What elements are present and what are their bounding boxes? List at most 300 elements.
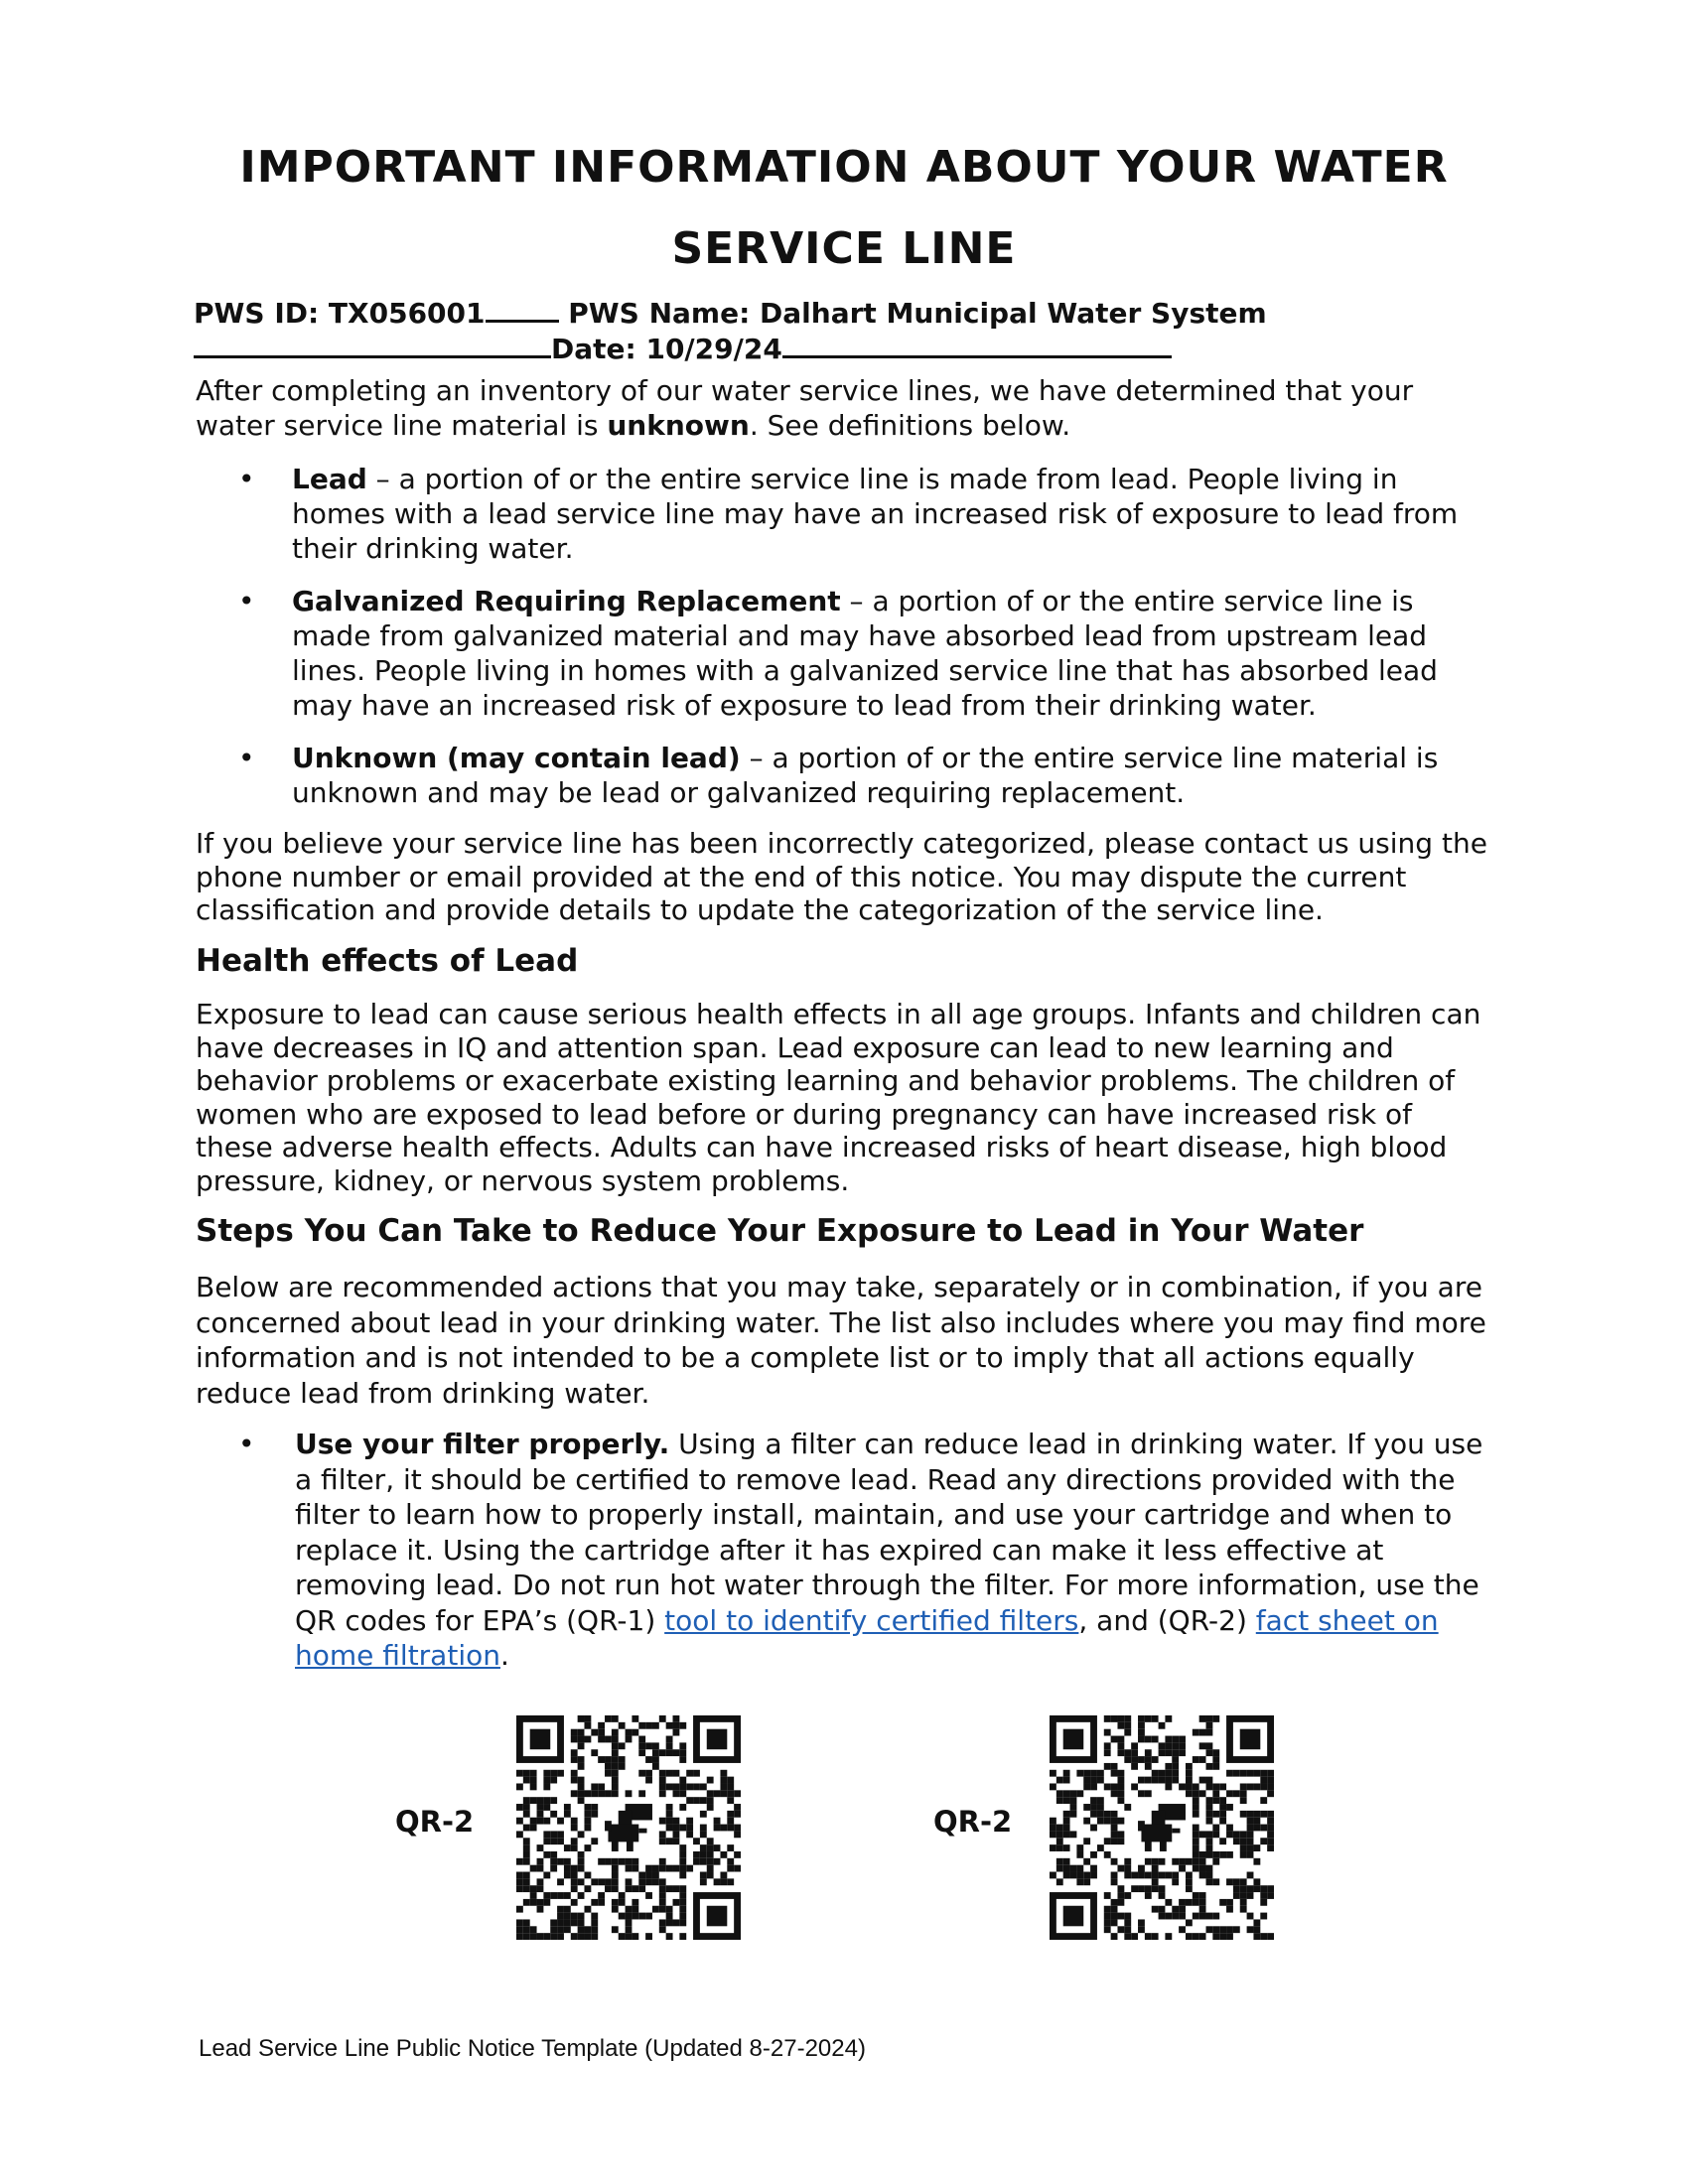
qr-module xyxy=(1206,1913,1213,1920)
qr-module xyxy=(1240,1831,1247,1838)
qr-module xyxy=(1138,1736,1145,1743)
qr-module xyxy=(1152,1885,1159,1892)
qr-module xyxy=(700,1858,707,1865)
qr-module xyxy=(1260,1913,1267,1920)
qr-module xyxy=(1063,1797,1070,1804)
qr-module xyxy=(727,1818,734,1825)
qr-module xyxy=(523,1804,530,1811)
qr-module xyxy=(679,1722,686,1729)
qr-module xyxy=(673,1899,680,1906)
qr-module xyxy=(1206,1838,1213,1844)
qr-module xyxy=(1138,1756,1145,1763)
qr-module xyxy=(550,1831,557,1838)
qr-module xyxy=(1260,1825,1267,1832)
qr-module xyxy=(1206,1804,1213,1811)
qr-module xyxy=(1193,1913,1199,1920)
qr-module xyxy=(1145,1756,1152,1763)
qr-module xyxy=(1165,1763,1172,1770)
qr-code-2[interactable] xyxy=(1050,1715,1274,1940)
qr-module xyxy=(1193,1899,1199,1906)
qr-module xyxy=(707,1790,714,1797)
qr-module xyxy=(1090,1811,1097,1818)
qr-module xyxy=(1083,1818,1090,1825)
qr-module xyxy=(1104,1919,1111,1926)
qr-module xyxy=(543,1933,550,1940)
qr-module xyxy=(1172,1913,1179,1920)
qr-module xyxy=(707,1838,714,1844)
qr-module xyxy=(578,1736,585,1743)
qr-module xyxy=(571,1919,578,1926)
qr-module xyxy=(1131,1933,1138,1940)
qr-module xyxy=(1056,1844,1063,1851)
qr-module xyxy=(1219,1899,1226,1906)
qr-module xyxy=(564,1913,571,1920)
qr-module xyxy=(666,1906,673,1913)
qr-module xyxy=(1165,1933,1172,1940)
qr-module xyxy=(1247,1825,1254,1832)
qr-module xyxy=(626,1926,633,1933)
qr-module xyxy=(1219,1818,1226,1825)
qr-module xyxy=(1165,1742,1172,1749)
qr-module xyxy=(1131,1872,1138,1879)
qr-module xyxy=(1186,1783,1193,1790)
qr-module xyxy=(666,1919,673,1926)
qr-module xyxy=(523,1919,530,1926)
qr-module xyxy=(571,1818,578,1825)
qr-module xyxy=(598,1736,605,1743)
qr-module xyxy=(626,1790,633,1797)
qr-module xyxy=(523,1838,530,1844)
qr-module xyxy=(1253,1858,1260,1865)
qr-module xyxy=(1233,1892,1240,1899)
qr-module xyxy=(1267,1790,1274,1797)
qr-module xyxy=(1199,1790,1206,1797)
qr-module xyxy=(1104,1818,1111,1825)
qr-module xyxy=(1111,1736,1118,1743)
qr-module xyxy=(1240,1892,1247,1899)
qr-module xyxy=(1179,1913,1186,1920)
qr-module xyxy=(1179,1906,1186,1913)
qr-module xyxy=(652,1878,659,1885)
qr-module xyxy=(1206,1722,1213,1729)
bullet: • xyxy=(238,585,255,617)
qr-module xyxy=(1159,1906,1166,1913)
qr-module xyxy=(1159,1885,1166,1892)
qr-module xyxy=(543,1892,550,1899)
qr-module xyxy=(591,1926,598,1933)
qr-module xyxy=(1124,1919,1131,1926)
qr-module xyxy=(578,1729,585,1736)
qr-module xyxy=(1111,1872,1118,1879)
qr-module xyxy=(564,1865,571,1872)
qr-module xyxy=(1165,1749,1172,1756)
qr-module xyxy=(1219,1838,1226,1844)
qr-module xyxy=(1226,1899,1233,1906)
qr-module xyxy=(530,1865,537,1872)
qr-module xyxy=(537,1878,544,1885)
qr-module xyxy=(659,1770,666,1777)
qr-module xyxy=(557,1858,564,1865)
qr-module xyxy=(543,1899,550,1906)
qr-module xyxy=(673,1783,680,1790)
qr-module xyxy=(612,1865,619,1872)
qr-module xyxy=(638,1913,645,1920)
qr-module xyxy=(584,1818,591,1825)
qr-module xyxy=(543,1831,550,1838)
qr-module xyxy=(720,1878,727,1885)
qr-module xyxy=(523,1926,530,1933)
pws-date: Date: 10/29/24 xyxy=(551,333,782,365)
qr-module xyxy=(1212,1715,1219,1722)
qr-module xyxy=(1212,1913,1219,1920)
qr-module xyxy=(1267,1811,1274,1818)
qr-module xyxy=(1111,1818,1118,1825)
qr-module xyxy=(1117,1742,1124,1749)
qr-module xyxy=(1090,1851,1097,1858)
qr-module xyxy=(1083,1777,1090,1784)
qr-module xyxy=(557,1892,564,1899)
qr-module xyxy=(632,1899,638,1906)
qr-module xyxy=(1253,1878,1260,1885)
qr-module xyxy=(1253,1818,1260,1825)
qr-module xyxy=(1104,1913,1111,1920)
qr-module xyxy=(727,1811,734,1818)
qr-module xyxy=(1117,1790,1124,1797)
qr-module xyxy=(530,1892,537,1899)
qr-module xyxy=(537,1865,544,1872)
qr-module xyxy=(612,1770,619,1777)
qr-module xyxy=(557,1770,564,1777)
qr-module xyxy=(734,1825,741,1832)
qr-module xyxy=(673,1790,680,1797)
qr-module xyxy=(1240,1811,1247,1818)
qr-module xyxy=(1219,1811,1226,1818)
qr-module xyxy=(686,1770,693,1777)
qr-module xyxy=(1206,1851,1213,1858)
qr-module xyxy=(1172,1858,1179,1865)
qr-module xyxy=(584,1926,591,1933)
qr-module xyxy=(550,1851,557,1858)
qr-module xyxy=(1247,1926,1254,1933)
qr-module xyxy=(1159,1742,1166,1749)
qr-module xyxy=(638,1885,645,1892)
qr-module xyxy=(1260,1783,1267,1790)
qr-module xyxy=(1050,1844,1056,1851)
qr-module xyxy=(1199,1756,1206,1763)
qr-module xyxy=(1070,1831,1077,1838)
qr-module xyxy=(1117,1736,1124,1743)
qr-module xyxy=(1260,1933,1267,1940)
qr-module xyxy=(1267,1770,1274,1777)
qr-module xyxy=(1219,1933,1226,1940)
qr-module xyxy=(659,1865,666,1872)
qr-module xyxy=(727,1777,734,1784)
qr-module xyxy=(1090,1783,1097,1790)
qr-module xyxy=(679,1804,686,1811)
qr-module xyxy=(564,1892,571,1899)
qr-module xyxy=(626,1858,633,1865)
qr-module xyxy=(1131,1783,1138,1790)
qr-module xyxy=(612,1872,619,1879)
qr-module xyxy=(1212,1749,1219,1756)
qr-module xyxy=(1104,1906,1111,1913)
qr-module xyxy=(714,1825,721,1832)
qr-module xyxy=(1145,1872,1152,1879)
qr-module xyxy=(1083,1878,1090,1885)
qr-module xyxy=(1193,1797,1199,1804)
qr-module xyxy=(1199,1715,1206,1722)
qr-module xyxy=(666,1783,673,1790)
qr-module xyxy=(537,1885,544,1892)
qr-module xyxy=(727,1858,734,1865)
qr-module xyxy=(1145,1736,1152,1743)
qr-module xyxy=(1138,1729,1145,1736)
qr-module xyxy=(707,1797,714,1804)
home-filtration-fact-sheet-link[interactable]: fact sheet on home filtration xyxy=(295,1603,1439,1672)
qr-module xyxy=(673,1865,680,1872)
qr-module xyxy=(523,1899,530,1906)
qr-module xyxy=(1267,1777,1274,1784)
qr-module xyxy=(693,1797,700,1804)
qr-module xyxy=(1247,1892,1254,1899)
qr-module xyxy=(1124,1756,1131,1763)
qr-module xyxy=(543,1818,550,1825)
qr-module xyxy=(571,1844,578,1851)
qr-module xyxy=(1063,1844,1070,1851)
qr-module xyxy=(734,1851,741,1858)
qr-module xyxy=(1097,1811,1104,1818)
qr-module xyxy=(1063,1831,1070,1838)
qr-module xyxy=(686,1797,693,1804)
qr-module xyxy=(1070,1872,1077,1879)
qr-module xyxy=(673,1825,680,1832)
qr-module xyxy=(679,1885,686,1892)
qr-module xyxy=(638,1770,645,1777)
qr-module xyxy=(1233,1838,1240,1844)
qr-module xyxy=(1206,1831,1213,1838)
qr-module xyxy=(1097,1818,1104,1825)
qr-module xyxy=(1056,1878,1063,1885)
qr-module xyxy=(679,1844,686,1851)
qr-module xyxy=(666,1742,673,1749)
qr-module xyxy=(1056,1777,1063,1784)
qr-module xyxy=(679,1825,686,1832)
qr-module xyxy=(612,1885,619,1892)
qr-module xyxy=(612,1763,619,1770)
bullet: • xyxy=(238,742,255,774)
qr-module xyxy=(714,1844,721,1851)
qr-module xyxy=(1186,1919,1193,1926)
qr-module xyxy=(645,1913,652,1920)
qr-module xyxy=(1212,1933,1219,1940)
qr-module xyxy=(1138,1715,1145,1722)
qr-module xyxy=(1090,1872,1097,1879)
qr-module xyxy=(1186,1770,1193,1777)
qr-module xyxy=(1199,1913,1206,1920)
filter-text: Using a filter can reduce lead in drinking water. If you use a filter, it should be certified to remove lead. Read any directions provided with the filter to learn how to properly install, maintain, and use your cartridge and when to replace it. Using the cartridge after it has expired can make it less effective at removing lead. Do not run hot water through the filter. For more information, use the QR codes for EPA’s (QR-1) xyxy=(295,1428,1483,1637)
qr-module xyxy=(652,1865,659,1872)
qr-module xyxy=(1179,1749,1186,1756)
qr-module xyxy=(1172,1872,1179,1879)
qr-module xyxy=(686,1818,693,1825)
qr-module xyxy=(1138,1872,1145,1879)
qr-module xyxy=(645,1756,652,1763)
qr-module xyxy=(700,1797,707,1804)
qr-module xyxy=(1199,1858,1206,1865)
qr-module xyxy=(1124,1933,1131,1940)
qr-module xyxy=(578,1865,585,1872)
qr-module xyxy=(638,1742,645,1749)
certified-filters-link[interactable]: tool to identify certified filters xyxy=(664,1603,1079,1637)
qr-module xyxy=(1267,1831,1274,1838)
qr-module xyxy=(1076,1865,1083,1872)
qr-module xyxy=(1179,1858,1186,1865)
qr-module xyxy=(1111,1919,1118,1926)
qr-module xyxy=(666,1736,673,1743)
qr-module xyxy=(1199,1777,1206,1784)
qr-module xyxy=(1159,1722,1166,1729)
qr-module xyxy=(673,1749,680,1756)
qr-module xyxy=(605,1715,612,1722)
qr-module xyxy=(584,1715,591,1722)
qr-module xyxy=(1063,1818,1070,1825)
pws-date-trailing-blank xyxy=(782,332,1172,358)
qr-module xyxy=(652,1756,659,1763)
qr-module xyxy=(1056,1831,1063,1838)
qr-module xyxy=(598,1783,605,1790)
qr-module xyxy=(564,1858,571,1865)
qr-module xyxy=(1193,1756,1199,1763)
qr-module xyxy=(714,1878,721,1885)
qr-module xyxy=(1247,1844,1254,1851)
qr-module xyxy=(638,1790,645,1797)
qr-module xyxy=(530,1797,537,1804)
qr-module xyxy=(1199,1851,1206,1858)
qr-module xyxy=(1260,1797,1267,1804)
qr-module xyxy=(557,1831,564,1838)
qr-module xyxy=(1152,1872,1159,1879)
qr-module xyxy=(1070,1790,1077,1797)
qr-module xyxy=(1253,1825,1260,1832)
qr-module xyxy=(686,1831,693,1838)
qr-module xyxy=(1206,1878,1213,1885)
qr-module xyxy=(578,1763,585,1770)
qr-module xyxy=(1226,1831,1233,1838)
qr-module xyxy=(1193,1804,1199,1811)
qr-module xyxy=(619,1742,626,1749)
qr-module xyxy=(1090,1797,1097,1804)
qr-module xyxy=(1206,1742,1213,1749)
qr-module xyxy=(591,1933,598,1940)
qr-module xyxy=(1070,1811,1077,1818)
qr-module xyxy=(605,1770,612,1777)
qr-module xyxy=(1233,1831,1240,1838)
qr-module xyxy=(693,1783,700,1790)
qr-module xyxy=(1083,1872,1090,1879)
qr-module xyxy=(1186,1878,1193,1885)
qr-module xyxy=(1117,1892,1124,1899)
qr-module xyxy=(679,1865,686,1872)
qr-module xyxy=(1226,1933,1233,1940)
qr-module xyxy=(1152,1865,1159,1872)
qr-module xyxy=(1111,1906,1118,1913)
qr-module xyxy=(1138,1722,1145,1729)
qr-module xyxy=(679,1892,686,1899)
qr-module xyxy=(1260,1885,1267,1892)
qr-module xyxy=(1233,1790,1240,1797)
qr-module xyxy=(571,1756,578,1763)
qr-module xyxy=(550,1858,557,1865)
qr-module xyxy=(1186,1872,1193,1879)
qr-module xyxy=(550,1838,557,1844)
qr-module xyxy=(673,1885,680,1892)
qr-module xyxy=(1056,1790,1063,1797)
qr-module xyxy=(543,1838,550,1844)
qr-module xyxy=(523,1858,530,1865)
qr-module xyxy=(645,1865,652,1872)
qr-module xyxy=(543,1783,550,1790)
qr-module xyxy=(1199,1729,1206,1736)
qr-module xyxy=(523,1844,530,1851)
qr-module xyxy=(1193,1811,1199,1818)
qr-module xyxy=(1253,1783,1260,1790)
qr-module xyxy=(1172,1770,1179,1777)
qr-module xyxy=(571,1825,578,1832)
qr-module xyxy=(1076,1872,1083,1879)
qr-module xyxy=(543,1770,550,1777)
qr-module xyxy=(659,1858,666,1865)
qr-module xyxy=(571,1838,578,1844)
qr-module xyxy=(1076,1844,1083,1851)
qr-module xyxy=(612,1878,619,1885)
qr-module xyxy=(1226,1926,1233,1933)
qr-module xyxy=(543,1851,550,1858)
qr-module xyxy=(632,1906,638,1913)
qr-module xyxy=(537,1804,544,1811)
qr-module xyxy=(1186,1933,1193,1940)
qr-module xyxy=(720,1790,727,1797)
qr-module xyxy=(679,1899,686,1906)
qr-module xyxy=(571,1865,578,1872)
qr-module xyxy=(1083,1838,1090,1844)
qr-module xyxy=(652,1763,659,1770)
qr-module xyxy=(598,1858,605,1865)
qr-module xyxy=(1212,1790,1219,1797)
qr-module xyxy=(1260,1899,1267,1906)
qr-module xyxy=(1124,1804,1131,1811)
qr-module xyxy=(707,1844,714,1851)
qr-module xyxy=(1145,1749,1152,1756)
qr-code-1[interactable] xyxy=(516,1715,741,1940)
qr-module xyxy=(578,1926,585,1933)
qr-module xyxy=(727,1783,734,1790)
qr-module xyxy=(1138,1926,1145,1933)
qr-module xyxy=(1117,1770,1124,1777)
qr-module xyxy=(598,1878,605,1885)
qr-module xyxy=(1063,1865,1070,1872)
qr-module xyxy=(659,1878,666,1885)
qr-module xyxy=(659,1777,666,1784)
qr-module xyxy=(679,1919,686,1926)
qr-module xyxy=(1063,1790,1070,1797)
qr-module xyxy=(530,1926,537,1933)
qr-module xyxy=(1159,1913,1166,1920)
qr-module xyxy=(578,1933,585,1940)
qr-module xyxy=(537,1906,544,1913)
qr-module xyxy=(1253,1933,1260,1940)
qr-module xyxy=(1206,1715,1213,1722)
qr-module xyxy=(632,1715,638,1722)
